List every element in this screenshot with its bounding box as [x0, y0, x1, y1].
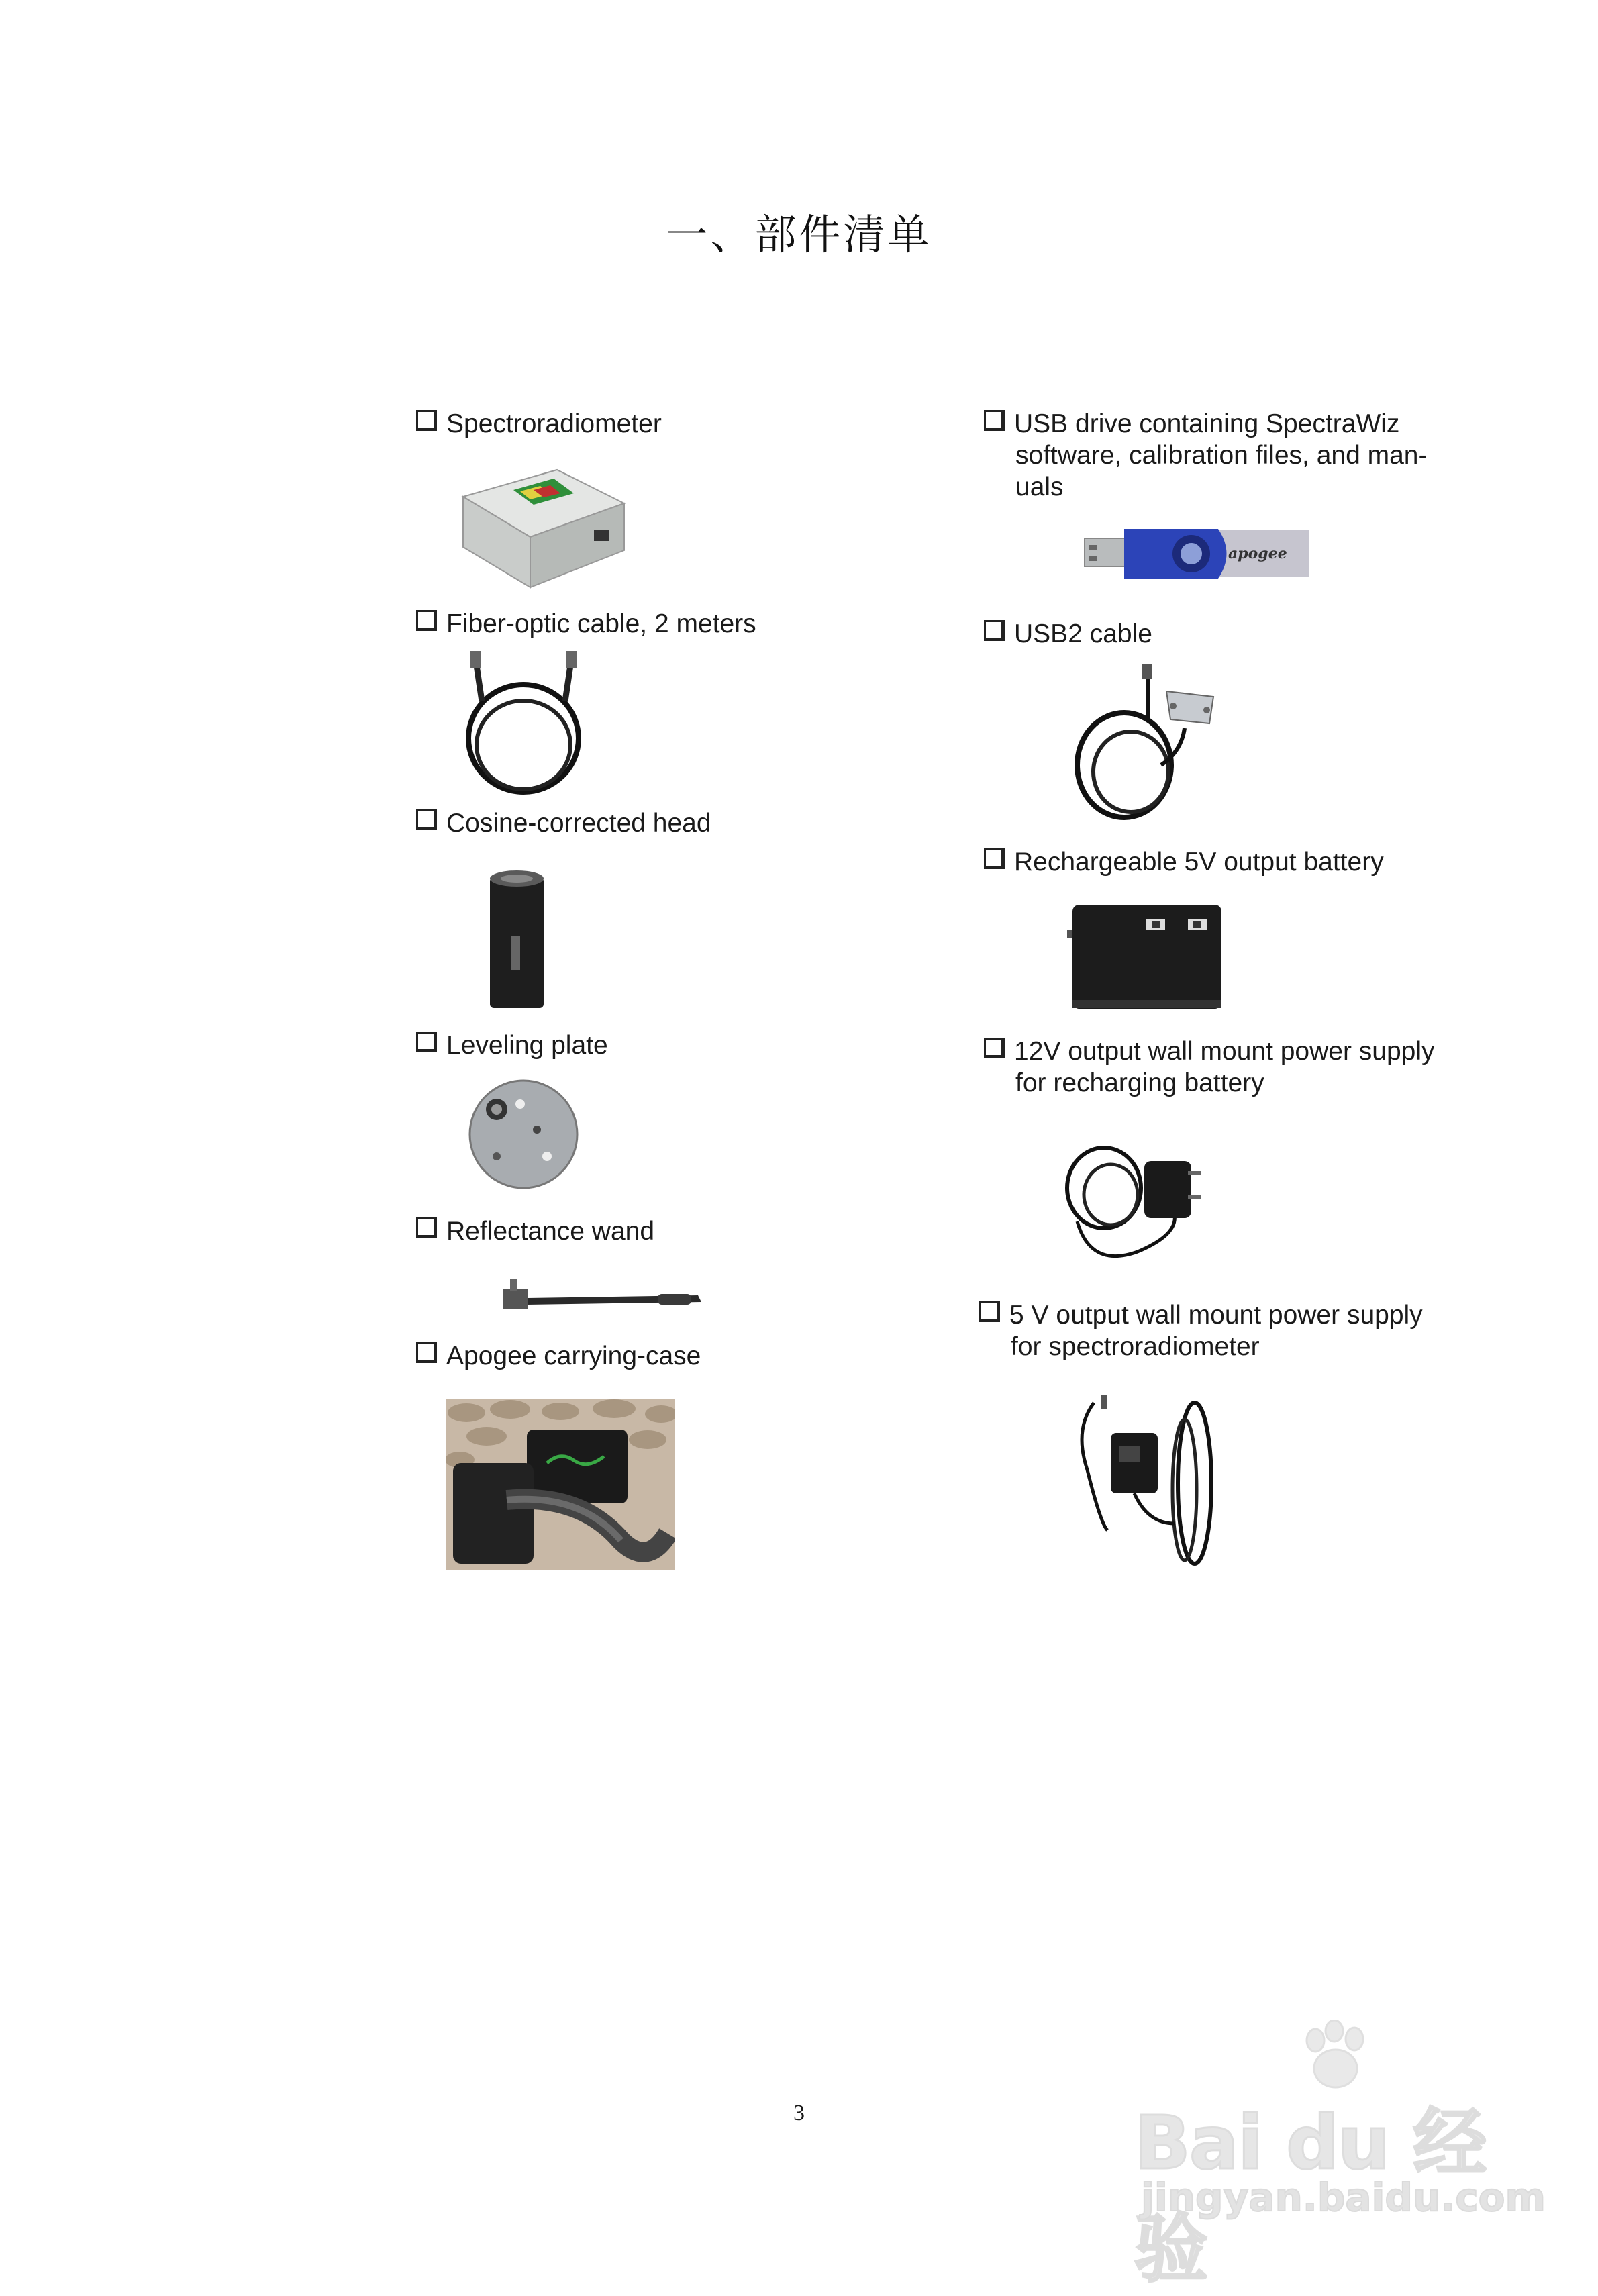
checkbox-icon[interactable]	[416, 1217, 437, 1238]
checkbox-icon[interactable]	[984, 620, 1005, 641]
checklist-item-usb2-cable[interactable]	[984, 618, 1152, 650]
item-label: Cosine-corrected head	[446, 809, 711, 838]
checklist-item-usb-drive[interactable]	[984, 408, 1428, 501]
spectroradiometer-image	[456, 456, 631, 591]
item-label-line-1: 5 V output wall mount power supply	[1009, 1301, 1423, 1330]
12v-power-supply-image	[1057, 1134, 1211, 1268]
watermark-url: jingyan.baidu.com	[1141, 2175, 1546, 2220]
item-label: Rechargeable 5V output battery	[1014, 848, 1384, 877]
checklist-item-reflectance-wand[interactable]	[416, 1215, 654, 1247]
checkbox-icon[interactable]	[416, 809, 437, 830]
checkbox-icon[interactable]	[984, 1038, 1005, 1058]
checklist-item-12v-power-supply[interactable]	[984, 1036, 1435, 1097]
battery-image	[1067, 899, 1228, 1013]
checkbox-icon[interactable]	[416, 610, 437, 631]
checkbox-icon[interactable]	[979, 1301, 1000, 1322]
checklist-item-cosine-corrected-head[interactable]	[416, 807, 711, 839]
item-label-line-3: uals	[1015, 472, 1064, 501]
checklist-item-carrying-case[interactable]	[416, 1340, 701, 1372]
carrying-case-image	[446, 1399, 675, 1570]
checklist-item-battery[interactable]	[984, 846, 1384, 878]
checkbox-icon[interactable]	[984, 848, 1005, 869]
5v-power-supply-image	[1074, 1389, 1221, 1577]
item-label: USB2 cable	[1014, 619, 1152, 648]
usb2-cable-image	[1067, 664, 1221, 826]
leveling-plate-image	[466, 1077, 581, 1191]
item-label-line-2: software, calibration files, and man-	[1015, 441, 1428, 470]
page-number: 3	[793, 2101, 805, 2126]
item-label-line-1: 12V output wall mount power supply	[1014, 1037, 1435, 1066]
item-label: Fiber-optic cable, 2 meters	[446, 609, 756, 638]
item-label-line-1: USB drive containing SpectraWiz	[1014, 409, 1400, 438]
checkbox-icon[interactable]	[984, 410, 1005, 431]
checkbox-icon[interactable]	[416, 410, 437, 431]
watermark-main: Bai du 经验	[1134, 2100, 1486, 2292]
checkbox-icon[interactable]	[416, 1032, 437, 1052]
item-label: Apogee carrying-case	[446, 1342, 701, 1370]
checklist-item-fiber-optic-cable[interactable]	[416, 608, 756, 640]
item-label: Reflectance wand	[446, 1217, 655, 1246]
usb-drive-image	[1084, 523, 1312, 584]
item-label-line-2: for spectroradiometer	[1011, 1332, 1260, 1361]
cosine-corrected-head-image	[487, 869, 547, 1010]
item-label: Leveling plate	[446, 1031, 608, 1060]
reflectance-wand-image	[497, 1275, 705, 1315]
checkbox-icon[interactable]	[416, 1342, 437, 1363]
checklist-item-5v-power-supply[interactable]	[979, 1299, 1423, 1361]
paw-icon	[1295, 2020, 1376, 2094]
checklist-item-leveling-plate[interactable]	[416, 1030, 608, 1061]
item-label: Spectroradiometer	[446, 409, 662, 438]
baidu-jingyan-watermark	[1134, 2020, 1546, 2292]
item-label-line-2: for recharging battery	[1015, 1068, 1264, 1097]
fiber-optic-cable-image	[456, 651, 591, 799]
checklist-item-spectroradiometer[interactable]	[416, 408, 662, 440]
page-title: 一、部件清单	[666, 210, 932, 259]
usb-brand-logo: apogee	[1228, 545, 1287, 562]
